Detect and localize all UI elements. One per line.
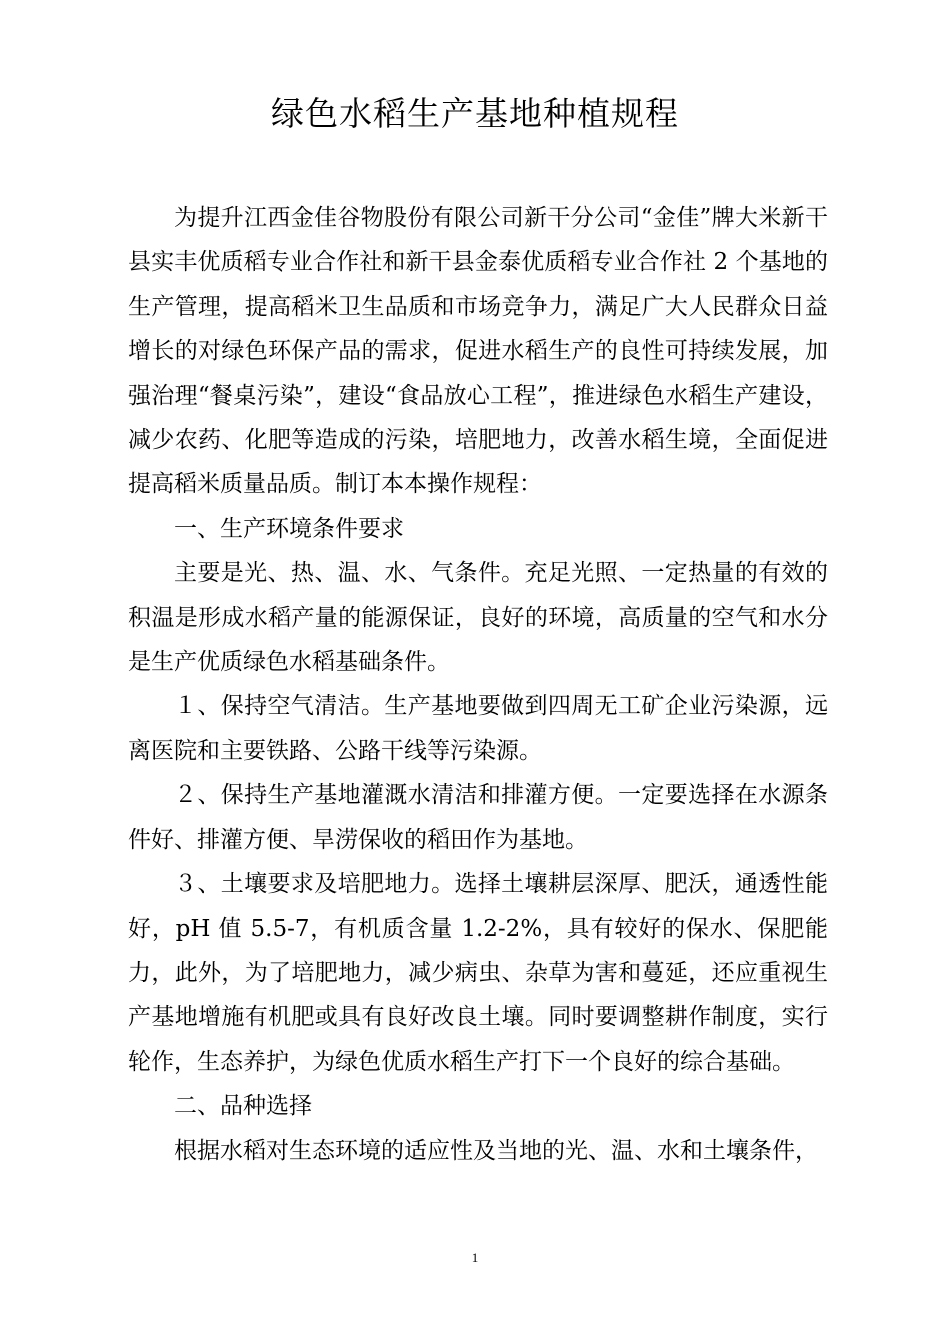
paragraph-water: ２、保持生产基地灌溉水清洁和排灌方便。一定要选择在水源条件好、排灌方便、旱涝保收的稻田作为基地。	[128, 782, 828, 853]
section-heading-variety: 二、品种选择	[174, 1093, 312, 1120]
paragraph-air: １、保持空气清洁。生产基地要做到四周无工矿企业污染源，远离医院和主要铁路、公路干线等污染源。	[128, 693, 828, 764]
paragraph-intro: 为提升江西金佳谷物股份有限公司新干分公司“金佳”牌大米新干县实丰优质稻专业合作社和新干县金泰优质稻专业合作社 2 个基地的生产管理，提高稻米卫生品质和市场竞争力，满足广大人民群众日益增长的对绿色环保产品的需求，促进水稻生产的良性可持续发展，加强治理“餐桌污染”，建设“食品放心工程”，推进绿色水稻生产建设，减少农药、化肥等造成的污染，培肥地力，改善水稻生境，全面促进提高稻米质量品质。制订本本操作规程：	[128, 205, 828, 498]
paragraph-variety: 根据水稻对生态环境的适应性及当地的光、温、水和土壤条件，	[174, 1137, 818, 1164]
section-heading-environment: 一、生产环境条件要求	[174, 515, 404, 542]
document-body	[128, 196, 828, 1173]
document-title: 绿色水稻生产基地种植规程	[271, 94, 679, 133]
page-number: 1	[471, 1250, 479, 1265]
paragraph-environment: 主要是光、热、温、水、气条件。充足光照、一定热量的有效的积温是形成水稻产量的能源保证，良好的环境，高质量的空气和水分是生产优质绿色水稻基础条件。	[128, 560, 828, 676]
paragraph-soil: ３、土壤要求及培肥地力。选择土壤耕层深厚、肥沃，通透性能好，pH 值 5.5-7，有机质含量 1.2-2%，具有较好的保水、保肥能力，此外，为了培肥地力，减少病虫、杂草为害和蔓延，还应重视生产基地增施有机肥或具有良好改良土壤。同时要调整耕作制度，实行轮作，生态养护，为绿色优质水稻生产打下一个良好的综合基础。	[128, 871, 828, 1075]
